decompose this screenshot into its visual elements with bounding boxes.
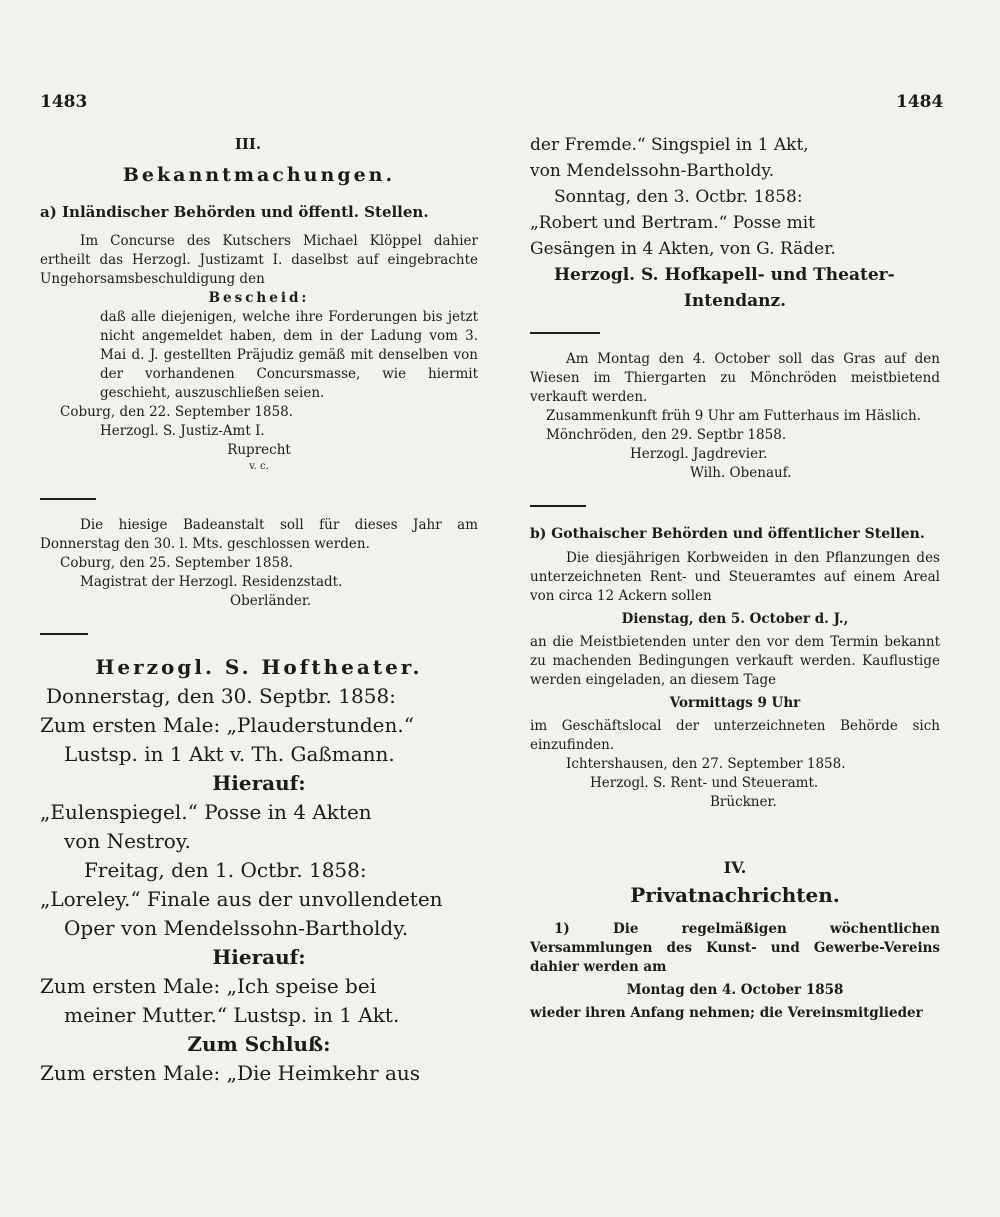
notice-place: im Geschäftslocal der unterzeichneten Behörde sich einzufinden. [530,718,940,753]
place-date: Coburg, den 22. September 1858. [60,404,293,420]
program-line: Oper von Mendelssohn-Bartholdy. [64,916,409,940]
program-line: „Loreley.“ Finale aus der unvollendeten [40,887,443,911]
office-name: Herzogl. Jagdrevier. [630,446,768,462]
hierauf-label: Hierauf: [212,771,306,795]
program-line: Gesängen in 4 Akten, von G. Räder. [530,239,836,259]
notice-verein [530,920,940,1023]
signer-name: Ruprecht [227,442,291,458]
bescheid-label: Bescheid: [208,290,310,306]
performance-date: Freitag, den 1. Octbr. 1858: [84,858,367,882]
program-line: von Mendelssohn-Bartholdy. [530,161,775,181]
schluss-label: Zum Schluß: [187,1032,331,1056]
auction-time: Vormittags 9 Uhr [669,695,801,711]
program-line: der Fremde.“ Singspiel in 1 Akt, [530,135,809,155]
section-number: IV. [723,858,747,877]
notice-gras [530,350,940,483]
notice-continuation: wieder ihren Anfang nehmen; die Vereinsmitglieder [530,1005,923,1021]
section-number: III. [234,135,262,153]
notice-intro: Die diesjährigen Korbweiden in den Pflanzungen des unterzeichneten Rent- und Steueramtes auf einem Areal von circa 12 Ackern sollen [530,550,940,604]
hierauf-label: Hierauf: [212,945,306,969]
notice-body: an die Meistbietenden unter den vor dem Termin bekannt zu machenden Bedingungen verkauft werden. Kauflustige werden eingeladen, an diesem Tage [530,634,940,688]
place-date: Mönchröden, den 29. Septbr 1858. [546,427,787,443]
section-title: Privatnachrichten. [630,883,840,907]
office-name: Herzogl. S. Rent- und Steueramt. [590,775,819,791]
divider [530,505,586,507]
page-number-left: 1483 [40,92,88,112]
performance-date: Donnerstag, den 30. Septbr. 1858: [46,684,396,708]
subsection-heading: b) Gothaischer Behörden und öffentlicher Stellen. [530,526,925,542]
divider [40,498,96,500]
program-line: meiner Mutter.“ Lustsp. in 1 Akt. [64,1003,400,1027]
intendanz-line: Herzogl. S. Hofkapell- und Theater- [554,265,895,285]
program-line: Lustsp. in 1 Akt v. Th. Gaßmann. [64,742,395,766]
program-line: von Nestroy. [64,829,191,853]
theater-program [40,653,478,1088]
signer-name: Oberländer. [230,593,312,609]
signer-name: Wilh. Obenauf. [690,465,792,481]
right-column [530,132,940,1023]
intendanz-line: Intendanz. [683,291,787,311]
divider [530,332,600,334]
theater-title: Herzogl. S. Hoftheater. [95,655,423,679]
vc-note: v. c. [249,461,269,472]
place-date: Ichtershausen, den 27. September 1858. [566,756,846,772]
notice-meeting: Zusammenkunft früh 9 Uhr am Futterhaus im Häslich. [546,408,921,424]
meeting-date: Montag den 4. October 1858 [626,982,844,998]
notice-intro: Im Concurse des Kutschers Michael Klöppel dahier ertheilt das Herzogl. Justizamt I. daselbst auf eingebrachte Ungehorsamsbeschuldigung den [40,233,478,287]
notice-body: daß alle diejenigen, welche ihre Forderungen bis jetzt nicht angemeldet haben, dem in der Ladung vom 3. Mai d. J. gestellten Präjudiz gemäß mit denselben von der vorhandenen Concursmasse, wie hiermit geschieht, auszuschließen seien. [100,309,478,401]
subsection-heading: a) Inländischer Behörden und öffentl. Stellen. [40,203,429,221]
program-line: „Eulenspiegel.“ Posse in 4 Akten [40,800,372,824]
program-line: „Robert und Bertram.“ Posse mit [530,213,816,233]
performance-date: Sonntag, den 3. Octbr. 1858: [554,187,803,207]
office-name: Herzogl. S. Justiz-Amt I. [100,423,265,439]
place-date: Coburg, den 25. September 1858. [60,555,293,571]
signer-name: Brückner. [710,794,777,810]
left-column [40,132,478,1088]
program-line: Zum ersten Male: „Ich speise bei [40,974,377,998]
notice-concurs [40,232,478,474]
page-number-right: 1484 [896,92,944,112]
program-line: Zum ersten Male: „Plauderstunden.“ [40,713,414,737]
notice-korbweiden [530,549,940,812]
notice-body: 1) Die regelmäßigen wöchentlichen Versammlungen des Kunst- und Gewerbe-Vereins dahier werden am [530,921,940,975]
program-line: Zum ersten Male: „Die Heimkehr aus [40,1061,421,1085]
section-title: Bekanntmachungen. [122,164,396,186]
office-name: Magistrat der Herzogl. Residenzstadt. [80,574,343,590]
notice-badeanstalt [40,516,478,611]
auction-date: Dienstag, den 5. October d. J., [621,611,849,627]
notice-body: Am Montag den 4. October soll das Gras auf den Wiesen im Thiergarten zu Mönchröden meistbietend verkauft werden. [530,351,940,405]
notice-body: Die hiesige Badeanstalt soll für dieses Jahr am Donnerstag den 30. l. Mts. geschlossen werden. [40,517,478,552]
divider [40,633,88,635]
